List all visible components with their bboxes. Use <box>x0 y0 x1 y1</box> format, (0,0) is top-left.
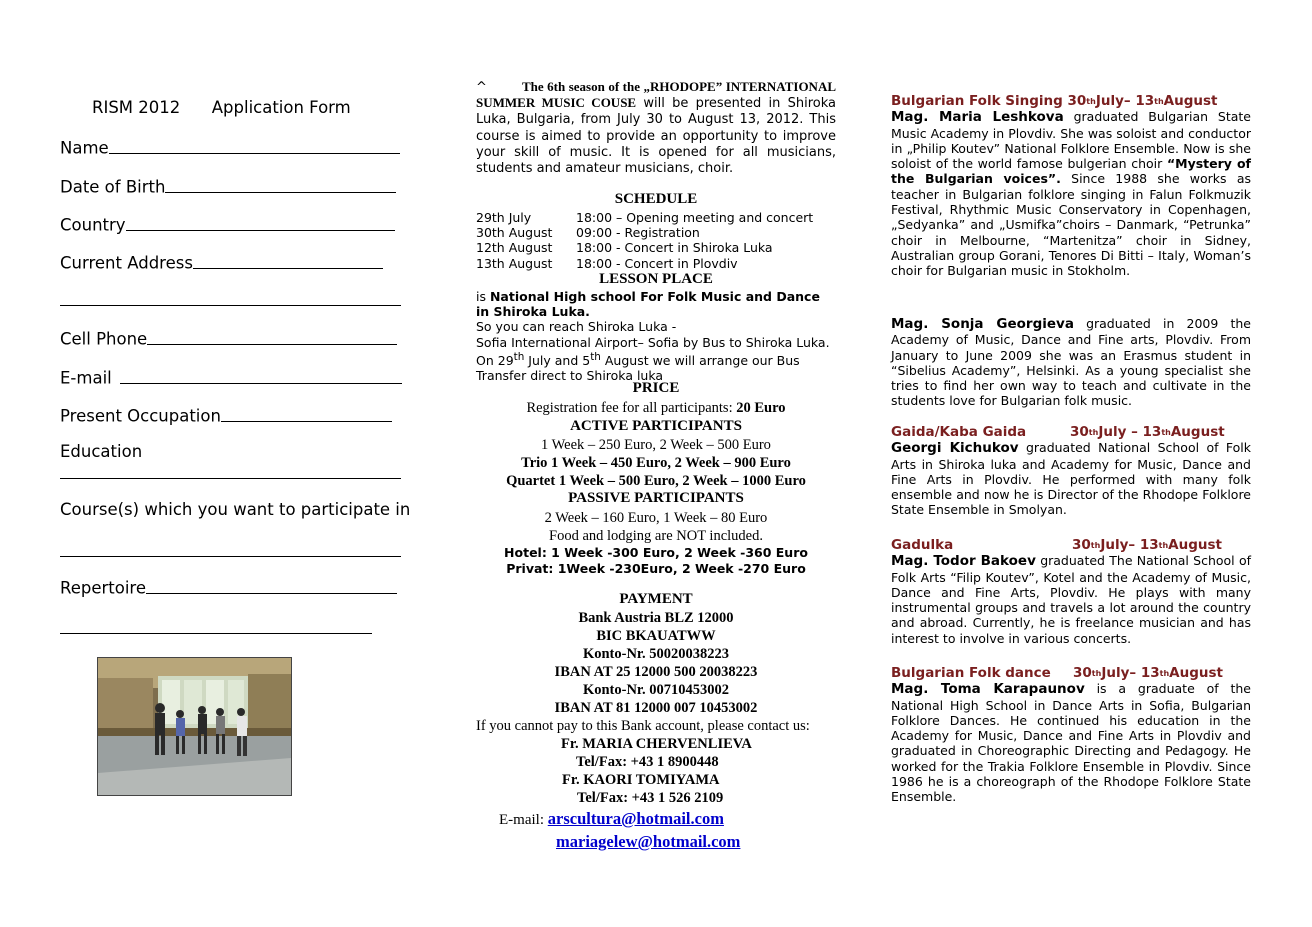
dance-class-photo <box>97 657 292 796</box>
food-note: Food and lodging are NOT included. <box>549 528 763 544</box>
passive-heading: PASSIVE PARTICIPANTS <box>568 490 744 506</box>
repertoire-field[interactable]: Repertoire <box>60 576 397 598</box>
teacher-bio: Mag. Toma Karapaunov is a graduate of the National High School in Dance Arts in Sofia, Bulgarian Folklore Dances. He continued his education in the Academy for Music, Dance and Fine Arts in Plovdiv and graduated in Choreographic Directing and Pedagogy. He worked for the Trakia Folklore Ensemble in Plovdiv. Since 1986 he is a choreograph of the Rhodope Folklore State Ensemble. <box>891 681 1251 805</box>
iban-line: IBAN AT 81 12000 007 10453002 <box>554 700 758 716</box>
dance-class-photo-image <box>98 658 291 795</box>
email-field[interactable]: E-mail <box>60 366 402 388</box>
privat-price: Privat: 1Week -230Euro, 2 Week -270 Euro <box>506 561 806 576</box>
bic-line: BIC BKAUATWW <box>596 628 716 644</box>
course-folk-dance <box>891 666 1251 805</box>
lesson-place-text: is National High school For Folk Music and Dance in Shiroka Luka. So you can reach Shiroka Luka - Sofia International Airport– Sofia by Bus to Shiroka Luka. On 29th July and 5th August we will arrange our Bus Transfer direct to Shiroka luka <box>476 289 830 384</box>
teacher-bio-georgieva: Mag. Sonja Georgieva graduated in 2009 the Academy of Music, Dance and Fine arts, Plovdiv. From January to June 2009 she was an Erasmus student in “Sibelius Academy”, Helsinki. As a young specialist she tries to find her own way to teach and cultivate in the students love for Bulgarian folk music. <box>891 316 1251 409</box>
dob-field[interactable]: Date of Birth <box>60 175 396 197</box>
course-gaida <box>891 425 1251 518</box>
konto-line: Konto-Nr. 00710453002 <box>582 682 730 698</box>
teacher-name: Georgi Kichukov <box>891 440 1019 457</box>
country-field[interactable]: Country <box>60 213 395 235</box>
repertoire-line-2[interactable] <box>60 633 372 634</box>
teacher-bio: Mag. Maria Leshkova graduated Bulgarian State Music Academy in Plovdiv. She was soloist and conductor in „Philip Koutev” National Folklore Ensemble. Now is she soloist of the world famose bulgerian choir “Mystery of the Bulgarian voices”. Since 1988 she works as teacher in Bulgarian folklore singing in Falun Folkmuzik Festival, Rhythmic Music Conservatory in Copenhagen, „Sedyanka” and „Usmifka”choirs – Danmark, “Petrunka” choir in Melbourne, “Martenitza” choir in Sidney, Australian group Gorani, Tenores Di Bitti – Italy, Woman’s choir for Bulgarian music in Stokholm. <box>891 109 1251 279</box>
intro-text: will be presented in Shiroka Luka, Bulgaria, from July 30 to August 13, 2012. This course is aimed to provide an opportunity to improve your skill of music. It is opened for all musicians, students and amateur musicians, choir. <box>476 96 836 177</box>
contact-name: Fr. MARIA CHERVENLIEVA <box>561 736 752 752</box>
bank-line: Bank Austria BLZ 12000 <box>578 610 734 626</box>
active-price-line: 1 Week – 250 Euro, 2 Week – 500 Euro <box>541 437 771 453</box>
hotel-price: Hotel: 1 Week -300 Euro, 2 Week -360 Euro <box>504 545 808 560</box>
contact-tel: Tel/Fax: +43 1 8900448 <box>576 754 719 770</box>
iban-line: IBAN AT 25 12000 500 20038223 <box>554 664 758 680</box>
contact-tel: Tel/Fax: +43 1 526 2109 <box>577 790 724 806</box>
intro-paragraph: ^ The 6th season of the „RHODOPE” INTERNATIONAL SUMMER MUSIC COUSE will be presented in Shiroka Luka, Bulgaria, from July 30 to August 13, 2012. This course is aimed to provide an opportunity to improve your skill of music. It is opened for all musicians, students and amateur musicians, choir. <box>476 79 837 177</box>
schedule-row: 30th August 09:00 - Registration <box>476 225 700 241</box>
course-heading: Bulgarian Folk Singing 30 th July– 13 th August <box>891 93 1218 109</box>
form-title: RISM 2012 Application Form <box>92 98 351 117</box>
name-field[interactable]: Name <box>60 136 400 158</box>
konto-line: Konto-Nr. 50020038223 <box>582 646 730 662</box>
courses-line[interactable] <box>60 556 401 557</box>
course-gadulka <box>891 538 1251 646</box>
address-field[interactable]: Current Address <box>60 251 383 273</box>
course-heading: Gaida/Kaba Gaida 30 th July – 13 th August <box>891 424 1225 440</box>
quartet-price-line: Quartet 1 Week – 500 Euro, 2 Week – 1000 Euro <box>506 473 806 489</box>
occupation-field[interactable]: Present Occupation <box>60 404 392 426</box>
address-line-2[interactable] <box>60 305 401 306</box>
teacher-bio: Mag. Todor Bakoev graduated The National School of Folk Arts “Filip Koutev”, Kotel and the Academy of Music, Dance and Fine Arts, Plovdiv. He plays with many instrumental groups and travels a lot around the country and abroad. Currently, he is freelance musician and has interest to involve in various concerts. <box>891 553 1251 646</box>
teacher-name: Mag. Maria Leshkova <box>891 109 1064 126</box>
intro-lead: The 6th season of the „RHODOPE” INTERNATIONAL SUMMER MUSIC COUSE <box>476 79 837 111</box>
course-heading: Gadulka 30 th July– 13 th August <box>891 537 1222 553</box>
teacher-name: Mag. Sonja Georgieva <box>891 316 1074 332</box>
payment-heading: PAYMENT <box>619 591 693 607</box>
schedule-row: 29th July 18:00 – Opening meeting and concert <box>476 210 814 225</box>
alt-payment-note: If you cannot pay to this Bank account, please contact us: <box>476 718 810 734</box>
education-field: Education <box>60 442 143 461</box>
teacher-bio: Georgi Kichukov graduated National School of Folk Arts in Shiroka luka and Academy for Music, Dance and Fine Arts in Plovdiv. He performed with many folk ensemble and now he is Director of the Rhodope Folklore State Ensemble in Smolyan. <box>891 440 1251 518</box>
schedule-row: 13th August 18:00 - Concert in Plovdiv <box>476 255 738 271</box>
lesson-place-heading: LESSON PLACE <box>599 271 713 287</box>
course-folk-singing <box>891 94 1251 279</box>
cell-phone-field[interactable]: Cell Phone <box>60 327 397 349</box>
active-heading: ACTIVE PARTICIPANTS <box>570 418 742 434</box>
teacher-name: Mag. Todor Bakoev <box>891 553 1036 570</box>
registration-fee: Registration fee for all participants: 20 Euro <box>526 400 786 416</box>
contact-name: Fr. KAORI TOMIYAMA <box>562 772 720 788</box>
teacher-name: Mag. Toma Karapaunov <box>891 681 1085 698</box>
schedule-list <box>476 210 836 271</box>
price-heading: PRICE <box>632 380 680 396</box>
email-label: E-mail: <box>499 812 548 828</box>
email-link[interactable]: mariagelew@hotmail.com <box>556 832 741 851</box>
passive-price-line: 2 Week – 160 Euro, 1 Week – 80 Euro <box>544 510 768 526</box>
email-link[interactable]: arscultura@hotmail.com <box>547 809 724 828</box>
email-contacts <box>499 808 836 854</box>
education-line[interactable] <box>60 478 401 479</box>
course-heading: Bulgarian Folk dance 30 th July– 13 th August <box>891 665 1223 681</box>
courses-field: Course(s) which you want to participate in <box>60 500 411 519</box>
schedule-row: 12th August 18:00 - Concert in Shiroka Luka <box>476 240 773 256</box>
trio-price-line: Trio 1 Week – 450 Euro, 2 Week – 900 Euro <box>521 455 791 471</box>
schedule-heading: SCHEDULE <box>614 191 698 207</box>
